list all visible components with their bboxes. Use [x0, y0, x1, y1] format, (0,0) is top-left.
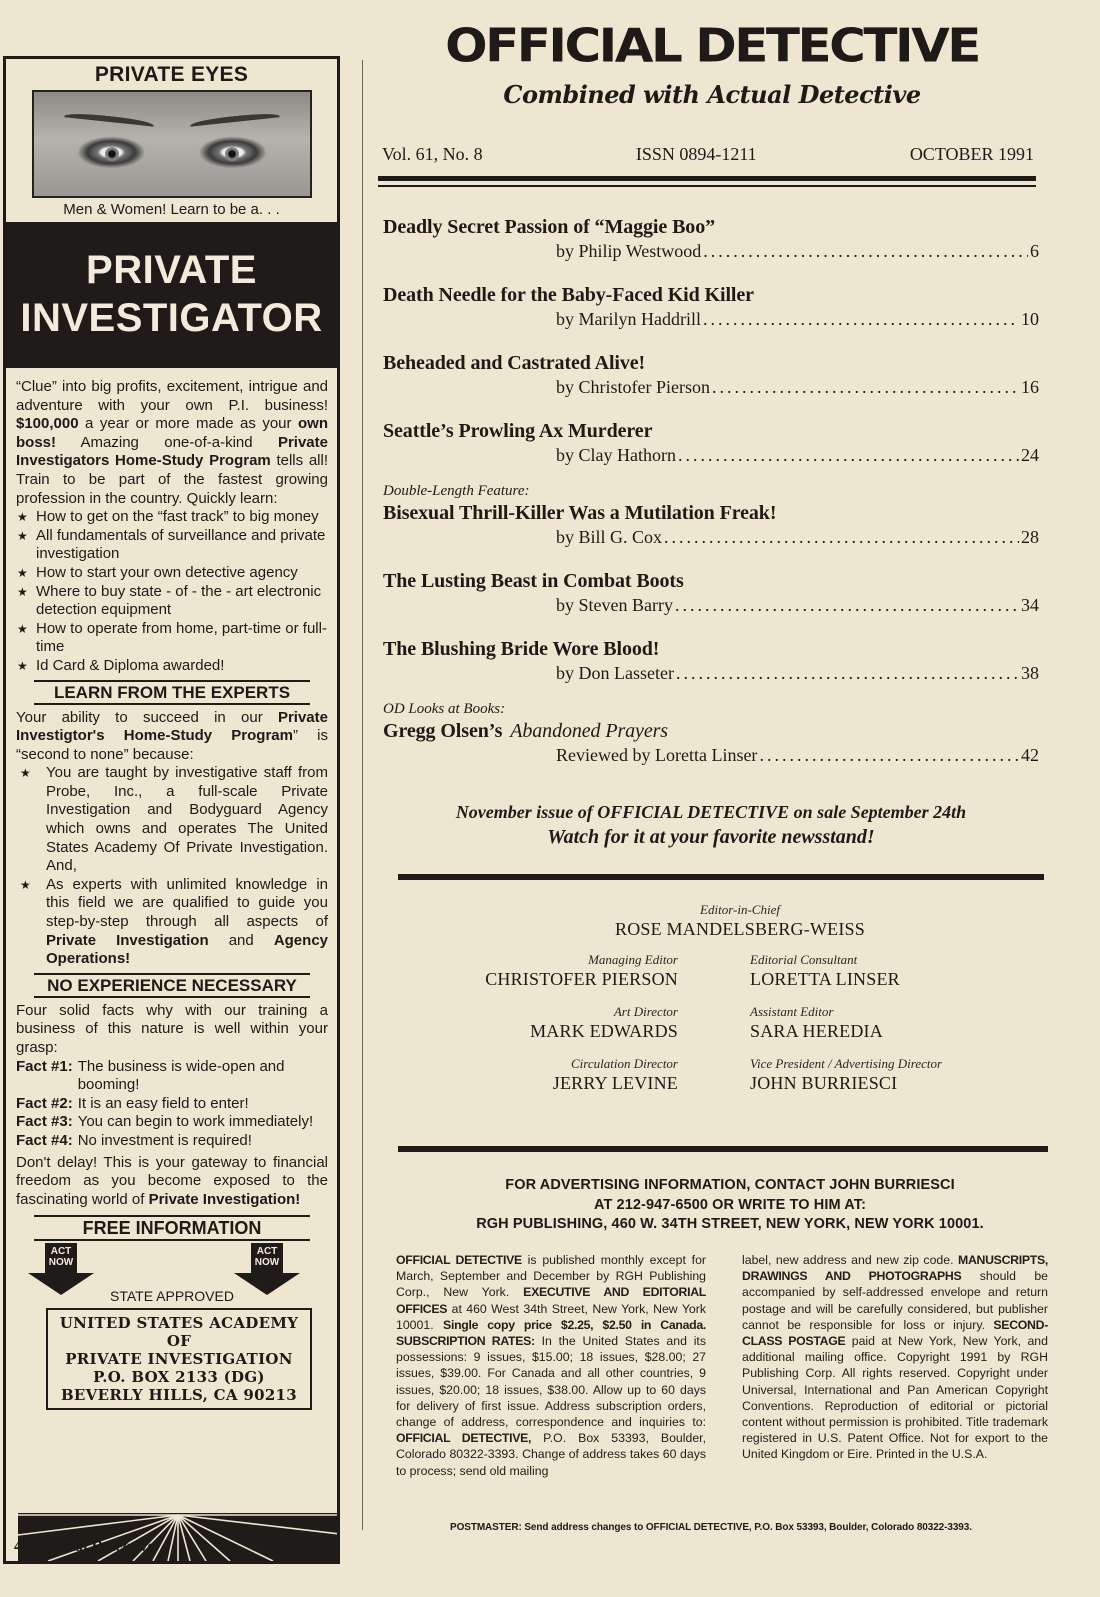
fact-text: No investment is required! [77, 1131, 252, 1149]
toc-byline-row [383, 308, 1039, 330]
bold-text: EXECUTIVE AND EDITORIAL OFFICES [396, 1285, 707, 1316]
fact-label: Fact #4: [16, 1131, 73, 1149]
toc-page-number[interactable]: 28 [1021, 527, 1039, 547]
issue-info [382, 144, 1034, 165]
academy-line: BEVERLY HILLS, CA 90213 [60, 1385, 298, 1404]
staff-entry [400, 952, 678, 990]
bold-text: Private Investigators Home-Study Program [16, 433, 328, 470]
toc-entry[interactable] [383, 350, 1039, 398]
text-run: In the United States and its possessions: 9 issues, $15.00; 18 issues, $28.00; 27 issues, $39.00. For Canada and all other countries, 9 issues, $20.00; 18 issues, $38.00. Allow up to 60 days for delivery of first issue. Address subscription orders, change of address, correspondence and inquiries to: [396, 1334, 706, 1430]
eyes-photo [32, 90, 312, 198]
bold-text: $100,000 [16, 415, 79, 433]
academy-address-box [46, 1308, 312, 1410]
toc-title[interactable] [383, 500, 1039, 526]
toc-entry[interactable] [383, 568, 1039, 616]
toc-title-text: Deadly Secret Passion of “Maggie Boo” [383, 216, 716, 238]
bold-text: Agency Operations! [46, 931, 328, 968]
act-now-label: ACT NOW [251, 1243, 283, 1273]
toc-entry[interactable] [383, 482, 1039, 548]
toc-page-number[interactable]: 16 [1021, 377, 1039, 397]
no-experience-heading: NO EXPERIENCE NECESSARY [34, 973, 310, 998]
text-run: paid at New York, New York, and additional mailing office. Copyright 1991 by RGH Publishing Corp. All rights reserved. Copyright under Universal, International and Pan American Copyright Conventions. Reproduction of editorial or pictorial content without permission is prohibited. Title trademark registered in U.S. Patent Office. Not for export to the United Kingdom or Eire. Printed in the U.S.A. [742, 1334, 1048, 1462]
staff-entry [750, 1004, 1028, 1042]
page-folio [14, 1538, 169, 1556]
experts-heading: LEARN FROM THE EXPERTS [34, 680, 310, 705]
academy-line: PRIVATE INVESTIGATION [65, 1349, 293, 1368]
toc-byline: by Philip Westwood [556, 241, 702, 261]
advertising-rule [398, 1146, 1048, 1152]
eye-right-icon [225, 147, 239, 161]
dot-leader [676, 662, 1019, 684]
toc-byline: by Marilyn Haddrill [556, 309, 701, 329]
text-run: As experts with unlimited knowledge in this field we are qualified to guide you step-by-step through all aspects of [46, 875, 328, 931]
toc-title-text: Beheaded and Castrated Alive! [383, 352, 646, 374]
bold-text: Private Investigation [46, 931, 209, 949]
text-run: and [208, 931, 274, 949]
promo-line-2: Watch for it at your favorite newsstand! [547, 826, 875, 848]
toc-title-text: The Blushing Bride Wore Blood! [383, 638, 660, 660]
private-investigator-ad [3, 56, 340, 1564]
toc-byline-row [383, 662, 1039, 684]
editor-in-chief [420, 902, 1060, 940]
learn-list [16, 508, 328, 675]
list-item: ★ How to operate from home, part-time or full-time [16, 620, 328, 657]
dot-leader [675, 594, 1019, 616]
eyebrow-left [63, 111, 154, 130]
next-issue-promo [383, 800, 1039, 850]
toc-entry[interactable] [383, 636, 1039, 684]
ad-eyes-caption: Men & Women! Learn to be a. . . [63, 201, 280, 218]
header-rule-thick [378, 176, 1036, 181]
ad-body [6, 368, 337, 1410]
advertising-line: FOR ADVERTISING INFORMATION, CONTACT JOHN BURRIESCI [505, 1177, 955, 1193]
staff-role: Editorial Consultant [750, 952, 858, 967]
toc-page-number[interactable]: 24 [1021, 445, 1039, 465]
ad-headline-banner [6, 222, 337, 368]
toc-byline: by Bill G. Cox [556, 527, 663, 547]
staff-entry [750, 952, 1028, 990]
staff-role: Editor-in-Chief [700, 902, 780, 917]
advertising-contact [392, 1176, 1068, 1235]
fact-item [16, 1113, 328, 1132]
list-item: ★ Id Card & Diploma awarded! [16, 657, 328, 676]
text-run: “Clue” into big profits, excitement, intrigue and adventure with your own P.I. business! [16, 378, 328, 414]
facts-list [16, 1058, 328, 1151]
publication-notice-col-2 [742, 1252, 1048, 1463]
toc-byline: Reviewed by Loretta Linser [556, 745, 758, 765]
act-now-arrows [16, 1241, 328, 1297]
bold-text: Private Investigtor's Home-Study Program [16, 708, 328, 745]
staff-role: Managing Editor [588, 952, 678, 967]
toc-title-text: Death Needle for the Baby-Faced Kid Killer [383, 284, 754, 306]
staff-name: JOHN BURRIESCI [750, 1073, 898, 1093]
toc-page-number[interactable]: 38 [1021, 663, 1039, 683]
academy-line: UNITED STATES ACADEMY [59, 1313, 299, 1332]
toc-book-title: Abandoned Prayers [510, 720, 668, 742]
toc-kicker: Double-Length Feature: [383, 483, 530, 499]
bold-text: own boss! [16, 415, 328, 451]
dot-leader [678, 444, 1019, 466]
dot-leader [712, 376, 1019, 398]
experts-list-item [16, 764, 328, 876]
act-now-label: ACT NOW [45, 1243, 77, 1273]
text-run: Your ability to succeed in our [16, 708, 278, 726]
text-run: label, new address and new zip code. [742, 1253, 958, 1267]
arrow-head [28, 1273, 94, 1295]
arrow-down-icon [28, 1243, 94, 1295]
header-rule-thin [378, 185, 1036, 187]
state-approved-label: STATE APPROVED [110, 1288, 234, 1305]
toc-title[interactable] [383, 418, 1039, 444]
toc-byline-row [383, 444, 1039, 466]
experts-list-item [16, 876, 328, 969]
fact-item [16, 1058, 328, 1095]
academy-line: OF [166, 1331, 192, 1350]
ad-eyes-section [6, 59, 337, 222]
promo-line-1: November issue of OFFICIAL DETECTIVE on sale September 24th [455, 802, 967, 822]
no-experience-intro: Four solid facts why with our training a business of this nature is well within your grasp: [16, 1001, 328, 1056]
text-run: tells all! Train to be part of the fastest growing profession in the country. Quickly learn: [16, 452, 328, 507]
toc-title-text: The Lusting Beast in Combat Boots [383, 570, 684, 592]
academy-line: P.O. BOX 2133 (DG) [93, 1367, 265, 1386]
advertising-line: RGH PUBLISHING, 460 W. 34TH STREET, NEW YORK, NEW YORK 10001. [476, 1216, 984, 1232]
toc-page-number[interactable]: 6 [1030, 241, 1039, 261]
text-run: should be accompanied by self-addressed envelope and return postage and will be carefully considered, but publisher cannot be responsible for loss or injury. [742, 1269, 1048, 1332]
toc-byline: by Christofer Pierson [556, 377, 710, 397]
dot-leader [759, 744, 1019, 766]
toc-title-text: Bisexual Thrill-Killer Was a Mutilation Freak! [383, 502, 777, 524]
staff-entry [750, 1056, 1028, 1094]
fact-label: Fact #3: [16, 1113, 73, 1131]
staff-role: Vice President / Advertising Director [750, 1056, 943, 1071]
toc-title[interactable] [383, 568, 1039, 594]
text-run: You are taught by investigative staff from Probe, Inc., a full-scale Private Investigation and Bodyguard Agency which owns and operates The United States Academy Of Private Investigation. And, [46, 764, 328, 875]
fact-text: You can begin to work immediately! [77, 1113, 314, 1131]
arrow-down-icon [234, 1243, 300, 1295]
toc-title-text: Seattle’s Prowling Ax Murderer [383, 420, 653, 442]
staff-name: SARA HEREDIA [750, 1021, 883, 1041]
toc-byline-row [383, 744, 1039, 766]
fact-item [16, 1132, 328, 1151]
advertising-line: AT 212-947-6500 OR WRITE TO HIM AT: [593, 1196, 867, 1213]
staff-grid [400, 952, 1060, 1094]
magazine-tagline: Combined with Actual Detective [503, 80, 921, 109]
staff-entry [400, 1056, 678, 1094]
dot-leader [664, 526, 1019, 548]
ad-headline-line-1: PRIVATE [86, 248, 257, 292]
staff-name: ROSE MANDELSBERG-WEISS [615, 919, 865, 939]
text-run: is published monthly except for March, September and December by RGH Publishing Corp., New York. [396, 1253, 706, 1300]
eye-left-icon [105, 147, 119, 161]
list-item: ★ How to get on the “fast track” to big money [16, 508, 328, 527]
staff-name: JERRY LEVINE [552, 1073, 678, 1093]
staff-name: MARK EDWARDS [530, 1021, 678, 1041]
ad-eyes-title: PRIVATE EYES [94, 63, 249, 86]
fact-label: Fact #2: [16, 1094, 73, 1112]
toc-byline-row [383, 526, 1039, 548]
fact-text: It is an easy field to enter! [77, 1094, 249, 1112]
toc-page-number[interactable]: 42 [1021, 745, 1039, 765]
staff-name: CHRISTOFER PIERSON [485, 969, 678, 989]
free-information-heading: FREE INFORMATION [34, 1215, 310, 1241]
bold-text: Single copy price $2.25, $2.50 in Canada. SUBSCRIPTION RATES: [396, 1317, 707, 1349]
list-item: ★ All fundamentals of surveillance and private investigation [16, 527, 328, 564]
bold-text: MANUSCRIPTS, DRAWINGS AND PHOTOGRAPHS [742, 1253, 1048, 1284]
magazine-title: OFFICIAL DETECTIVE [445, 19, 979, 73]
toc-byline: by Don Lasseter [556, 663, 674, 683]
toc-page-number[interactable]: 34 [1021, 595, 1039, 615]
toc-byline-row [383, 376, 1039, 398]
text-run: P.O. Box 53393, Boulder, Colorado 80322-3393. Change of address takes 60 days to process; send old mailing [396, 1431, 706, 1478]
toc-title[interactable] [383, 282, 1039, 308]
dot-leader [703, 308, 1019, 330]
table-of-contents [383, 214, 1039, 786]
staff-name: LORETTA LINSER [750, 969, 900, 989]
staff-role: Circulation Director [570, 1056, 678, 1071]
toc-entry[interactable] [383, 700, 1039, 766]
text-run: Amazing one-of-a-kind [56, 433, 278, 451]
toc-byline: by Clay Hathorn [556, 445, 676, 465]
toc-byline-row [383, 594, 1039, 616]
column-divider [362, 60, 363, 1530]
staff-masthead [400, 902, 1060, 1094]
list-item: ★ How to start your own detective agency [16, 564, 328, 583]
staff-entry [400, 1004, 678, 1042]
arrow-head [234, 1273, 300, 1295]
toc-title[interactable] [383, 214, 1039, 240]
staff-rule-top [398, 874, 1044, 880]
toc-kicker: OD Looks at Books: [383, 701, 506, 717]
staff-role: Assistant Editor [750, 1004, 834, 1019]
publication-notice-col-1 [396, 1252, 706, 1479]
text-run: Don't delay! This is your gateway to financial freedom as you become exposed to the fascinating world of [16, 1153, 328, 1208]
toc-title-text: Gregg Olsen’s [383, 720, 503, 742]
ad-intro-paragraph [16, 378, 328, 508]
toc-title[interactable] [383, 636, 1039, 662]
experts-list [16, 764, 328, 969]
fact-label: Fact #1: [16, 1057, 73, 1075]
toc-byline: by Steven Barry [556, 595, 673, 615]
toc-title[interactable] [383, 350, 1039, 376]
toc-page-number[interactable]: 10 [1021, 309, 1039, 329]
toc-title[interactable] [383, 718, 1039, 744]
experts-intro-paragraph [16, 709, 328, 765]
bold-text: Private Investigation! [148, 1190, 301, 1208]
page-number: 4 [14, 1538, 22, 1555]
volume-number: Vol. 61, No. 8 [382, 144, 483, 164]
toc-entry[interactable] [383, 214, 1039, 262]
folio-title: Official Detective [36, 1538, 155, 1555]
dot-leader [703, 240, 1028, 262]
toc-byline-row [383, 240, 1039, 262]
fact-text: The business is wide-open and booming! [77, 1057, 285, 1094]
toc-entry[interactable] [383, 282, 1039, 330]
text-run: at 460 West 34th Street, New York, New York 10001. [396, 1301, 706, 1332]
postmaster-notice: POSTMASTER: Send address changes to OFFICIAL DETECTIVE, P.O. Box 53393, Boulder, Colorado 80322-3393. [450, 1522, 972, 1533]
bold-text: OFFICIAL DETECTIVE [396, 1253, 522, 1267]
text-run: a year or more made as your [78, 415, 298, 433]
issue-date: OCTOBER 1991 [909, 144, 1034, 164]
closing-paragraph [16, 1154, 328, 1210]
toc-entry[interactable] [383, 418, 1039, 466]
staff-role: Art Director [613, 1004, 678, 1019]
list-item: ★ Where to buy state - of - the - art electronic detection equipment [16, 583, 328, 620]
ad-headline-line-2: INVESTIGATOR [20, 296, 323, 340]
bold-text: SECOND-CLASS POSTAGE [742, 1317, 1048, 1349]
text-run: ” is “second to none” because: [16, 727, 328, 763]
issn: ISSN 0894-1211 [635, 144, 757, 164]
fact-item [16, 1095, 328, 1114]
eyebrow-right [189, 111, 280, 130]
bold-text: OFFICIAL DETECTIVE, [396, 1431, 532, 1446]
